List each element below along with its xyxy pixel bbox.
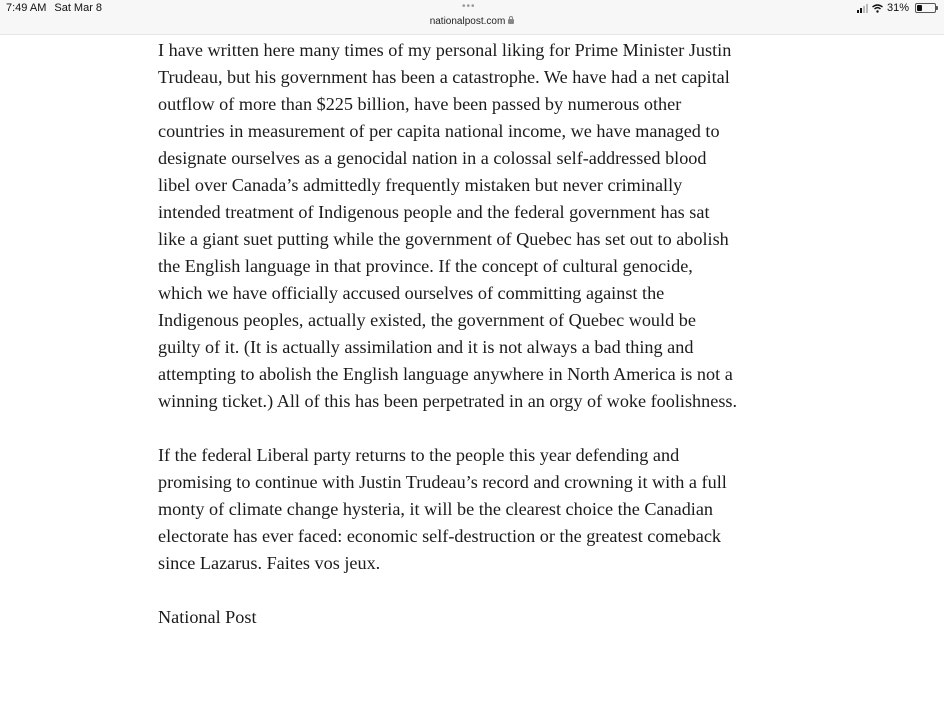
- article-sign-off: National Post: [158, 607, 257, 627]
- lock-icon: [508, 19, 514, 24]
- status-time: 7:49 AM: [6, 2, 47, 14]
- article-paragraph: I have written here many times of my personal liking for Prime Minister Justin Trudeau, but his government has been a catastrophe. We have had a net capital outflow of more than $225 billion, have been passed by numerous other countries in measurement of per capita national income, we have managed to designate ourselves as a genocidal nation in a colossal self-addressed blood libel over Canada’s admittedly frequently mistaken but never criminally intended treatment of Indigenous people and the federal government has sat like a giant suet putting while the government of Quebec has set out to abolish the English language in that province. If the concept of cultural genocide, which we have officially accused ourselves of committing against the Indigenous peoples, actually existed, the government of Quebec would be guilty of it. (It is actually assimilation and it is not always a bad thing and attempting to abolish the English language anywhere in North America is not a winning ticket.) All of this has been perpetrated in an orgy of woke foolishness.: [158, 40, 738, 411]
- time-date: [6, 2, 102, 14]
- multitasking-dots[interactable]: •••: [462, 1, 476, 12]
- wifi-icon: [872, 4, 883, 13]
- article-paragraph: If the federal Liberal party returns to the people this year defending and promising to continue with Justin Trudeau’s record and crowning it with a full monty of climate change hysteria, it will be the clearest choice the Canadian electorate has ever faced: economic self-destruction or the greatest comeback since Lazarus. Faites vos jeux.: [158, 445, 727, 573]
- signal-icon: [857, 4, 868, 13]
- status-indicators: [857, 2, 936, 14]
- url-text[interactable]: nationalpost.com: [429, 16, 506, 27]
- battery-icon: [915, 3, 936, 13]
- battery-percent: 31%: [886, 2, 909, 14]
- status-date: Sat Mar 8: [54, 2, 103, 14]
- battery-fill: [917, 5, 922, 11]
- status-bar: [0, 0, 944, 35]
- article-body: [158, 37, 738, 658]
- address-bar[interactable]: [0, 16, 944, 27]
